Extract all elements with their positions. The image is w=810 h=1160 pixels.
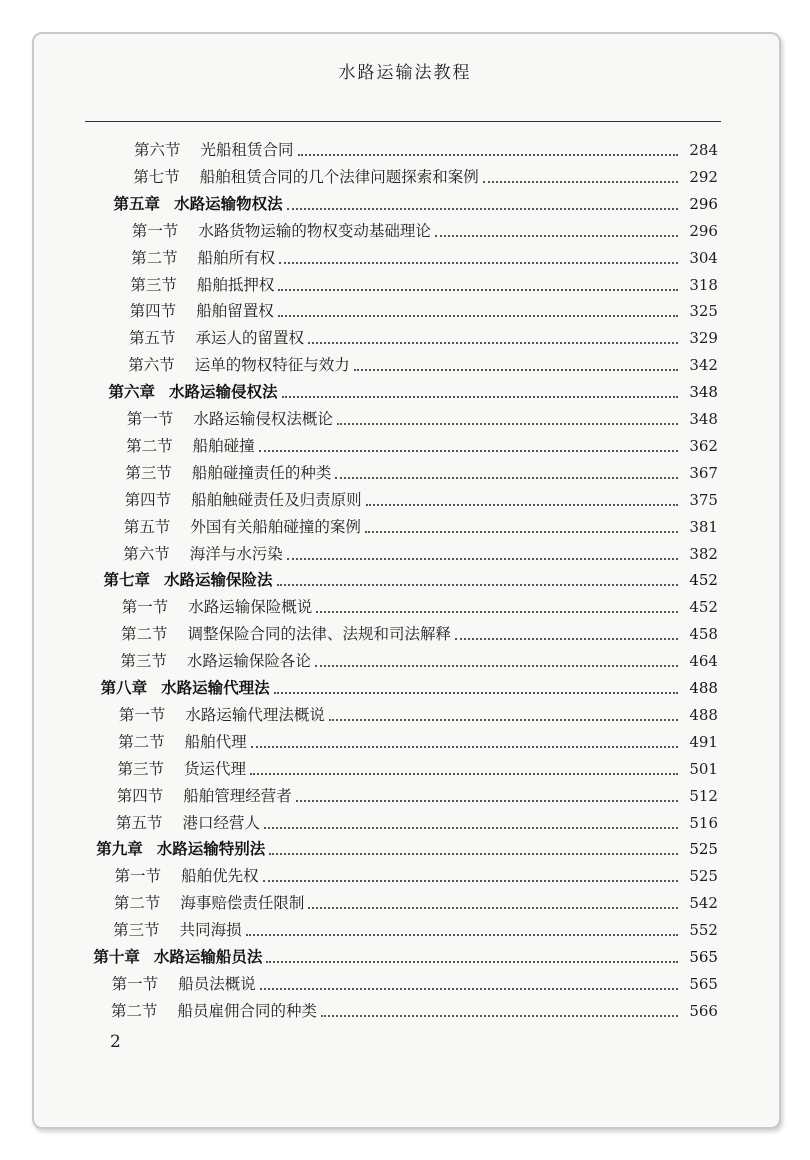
section-title: 船舶碰撞责任的种类: [191, 463, 332, 482]
toc-chapter-entry: [103, 564, 718, 590]
section-label: 第七节: [133, 167, 180, 186]
toc-page-number: 464: [689, 652, 718, 671]
section-label: 第六节: [123, 544, 170, 563]
dot-leader: [296, 800, 678, 802]
toc-page-number: 296: [689, 221, 718, 240]
toc-page-number: 381: [689, 517, 718, 536]
toc-page-number: 325: [689, 302, 718, 321]
dot-leader: [263, 880, 678, 882]
chapter-title: 水路运输物权法: [174, 193, 283, 213]
section-title: 承运人的留置权: [195, 329, 304, 348]
dot-leader: [279, 262, 678, 264]
toc-page-number: 284: [689, 141, 718, 159]
section-label: 第三节: [130, 275, 177, 294]
toc-section-entry: [132, 215, 718, 241]
chapter-label: 第十章: [93, 947, 140, 966]
toc-page-number: 516: [689, 813, 718, 832]
toc-page-number: 452: [689, 598, 718, 617]
section-title: 港口经营人: [182, 813, 261, 832]
toc-section-entry: [113, 914, 718, 940]
dot-leader: [435, 235, 678, 237]
toc-section-entry: [125, 484, 718, 510]
toc-section-entry: [122, 591, 718, 617]
toc-page-number: 329: [689, 329, 718, 348]
section-title: 货运代理: [183, 759, 246, 778]
toc-section-entry: [116, 807, 718, 833]
toc-page-number: 452: [689, 571, 718, 590]
dot-leader: [483, 181, 678, 183]
chapter-label: 第五章: [113, 193, 161, 213]
section-title: 船舶优先权: [181, 867, 259, 886]
section-label: 第二节: [131, 248, 178, 267]
section-label: 第三节: [117, 759, 164, 778]
section-label: 第一节: [121, 598, 169, 617]
section-label: 第二节: [118, 732, 165, 751]
page-number: 2: [110, 1032, 121, 1052]
chapter-title: 水路运输代理法: [161, 678, 270, 697]
toc-section-entry: [120, 645, 718, 671]
toc-page-number: 348: [689, 383, 718, 402]
section-title: 船舶碰撞: [192, 436, 255, 455]
dot-leader: [298, 154, 678, 156]
toc-page-number: 362: [689, 436, 718, 455]
dot-leader: [251, 746, 678, 748]
section-title: 调整保险合同的法律、法规和司法解释: [187, 625, 452, 644]
section-title: 运单的物权特征与效力: [194, 356, 350, 375]
section-title: 船舶留置权: [196, 302, 274, 321]
section-label: 第三节: [120, 652, 167, 671]
section-label: 第二节: [113, 894, 161, 913]
toc-page-number: 382: [689, 544, 718, 563]
section-title: 水路运输保险各论: [186, 652, 311, 671]
dot-leader: [259, 450, 678, 452]
section-title: 外国有关船舶碰撞的案例: [190, 517, 361, 536]
section-title: 水路运输保险概说: [188, 598, 313, 617]
toc-page-number: 552: [689, 921, 718, 940]
toc-chapter-entry: [96, 833, 718, 859]
dot-leader: [246, 934, 678, 936]
chapter-title: 水路运输侵权法: [169, 382, 278, 402]
toc-section-entry: [130, 295, 718, 321]
dot-leader: [278, 315, 678, 317]
section-title: 船员法概说: [178, 974, 256, 993]
section-title: 船员雇佣合同的种类: [177, 1001, 317, 1020]
chapter-label: 第九章: [96, 839, 143, 859]
toc-section-entry: [130, 269, 718, 295]
toc-section-entry: [129, 322, 718, 348]
section-title: 船舶代理: [184, 732, 247, 751]
dot-leader: [250, 773, 678, 775]
toc-page-number: 525: [689, 867, 718, 886]
toc-section-entry: [134, 134, 718, 160]
toc-section-entry: [127, 403, 718, 429]
chapter-label: 第七章: [103, 570, 150, 590]
section-label: 第四节: [116, 786, 164, 805]
toc-section-entry: [133, 161, 718, 187]
section-title: 水路货物运输的物权变动基础理论: [198, 221, 431, 240]
dot-leader: [366, 504, 678, 506]
chapter-title: 水路运输特别法: [156, 839, 266, 859]
section-label: 第三节: [125, 463, 172, 482]
toc-page-number: 565: [689, 948, 718, 966]
toc-section-entry: [131, 242, 718, 268]
dot-leader: [277, 584, 678, 586]
dot-leader: [316, 611, 678, 613]
chapter-label: 第八章: [100, 678, 148, 697]
dot-leader: [278, 289, 678, 291]
toc-page-number: 565: [689, 974, 718, 993]
toc-section-entry: [126, 430, 718, 456]
section-label: 第一节: [114, 867, 162, 886]
section-label: 第二节: [121, 625, 168, 644]
dot-leader: [266, 961, 678, 963]
section-title: 水路运输侵权法概论: [193, 410, 333, 428]
dot-leader: [287, 208, 678, 210]
toc-section-entry: [117, 780, 718, 806]
section-title: 共同海损: [179, 921, 242, 940]
section-label: 第二节: [110, 1001, 158, 1020]
section-title: 水路运输代理法概说: [185, 705, 325, 724]
chapter-label: 第六章: [108, 382, 156, 402]
toc-page-number: 512: [689, 786, 718, 805]
dot-leader: [455, 638, 678, 640]
toc-section-entry: [117, 753, 718, 779]
dot-leader: [260, 988, 678, 990]
toc-page-number: 542: [689, 894, 718, 913]
toc-page-number: 292: [689, 167, 718, 186]
toc-section-entry: [121, 618, 718, 644]
section-label: 第五节: [116, 813, 163, 832]
toc-page-number: 501: [689, 759, 718, 778]
header-rule: [85, 121, 721, 122]
dot-leader: [274, 692, 678, 694]
toc-page-number: 488: [689, 705, 718, 724]
toc-page-number: 367: [689, 463, 718, 482]
dot-leader: [337, 423, 678, 425]
section-label: 第三节: [113, 921, 160, 940]
section-label: 第六节: [128, 356, 175, 375]
chapter-title: 水路运输保险法: [163, 570, 273, 590]
toc-section-entry: [111, 995, 718, 1021]
section-label: 第二节: [126, 436, 173, 455]
section-title: 船舶管理经营者: [183, 786, 292, 805]
section-label: 第一节: [118, 705, 166, 724]
toc-section-entry: [125, 457, 718, 483]
dot-leader: [264, 827, 678, 829]
toc-chapter-entry: [93, 941, 718, 967]
section-label: 第一节: [131, 221, 179, 240]
chapter-title: 水路运输船员法: [153, 947, 263, 966]
toc-page-number: 525: [689, 840, 718, 859]
toc-chapter-entry: [114, 188, 718, 214]
toc-page-number: 488: [689, 679, 718, 697]
section-label: 第四节: [129, 302, 177, 321]
toc-page-number: 348: [689, 410, 718, 428]
toc-section-entry: [118, 726, 718, 752]
running-head: 水路运输法教程: [338, 63, 472, 83]
section-label: 第四节: [124, 490, 172, 509]
section-title: 海洋与水污染: [189, 544, 283, 563]
section-title: 船舶抵押权: [196, 275, 275, 294]
toc-page-number: 566: [689, 1001, 718, 1020]
dot-leader: [354, 369, 678, 371]
dot-leader: [315, 665, 678, 667]
section-label: 第六节: [134, 141, 181, 159]
toc-page-number: 304: [689, 248, 718, 267]
toc-section-entry: [124, 511, 718, 537]
dot-leader: [308, 342, 678, 344]
toc-page-number: 458: [689, 625, 718, 644]
toc-chapter-entry: [109, 376, 718, 402]
toc-chapter-entry: [101, 672, 718, 698]
section-title: 海事赔偿责任限制: [180, 894, 305, 913]
toc-section-entry: [119, 699, 718, 725]
toc-section-entry: [128, 349, 718, 375]
toc-page-number: 491: [689, 732, 718, 751]
dot-leader: [282, 396, 678, 398]
toc-page-number: 342: [689, 356, 718, 375]
toc-section-entry: [114, 887, 718, 913]
toc-page-number: 296: [689, 194, 718, 213]
section-title: 船舶触碰责任及归责原则: [191, 490, 362, 509]
section-label: 第一节: [111, 974, 159, 993]
dot-leader: [365, 531, 678, 533]
dot-leader: [287, 558, 678, 560]
dot-leader: [308, 907, 678, 909]
dot-leader: [269, 853, 678, 855]
toc-section-entry: [115, 860, 718, 886]
toc-section-entry: [123, 538, 718, 564]
section-label: 第五节: [123, 517, 171, 536]
section-title: 船舶租赁合同的几个法律问题探索和案例: [199, 167, 479, 186]
section-label: 第五节: [128, 329, 176, 348]
toc-page-number: 318: [689, 275, 718, 294]
section-title: 光船租赁合同: [200, 141, 294, 159]
dot-leader: [329, 719, 678, 721]
toc-section-entry: [112, 968, 718, 994]
section-label: 第一节: [126, 410, 174, 428]
toc-page-number: 375: [689, 490, 718, 509]
dot-leader: [321, 1015, 678, 1017]
section-title: 船舶所有权: [197, 248, 276, 267]
dot-leader: [335, 477, 678, 479]
